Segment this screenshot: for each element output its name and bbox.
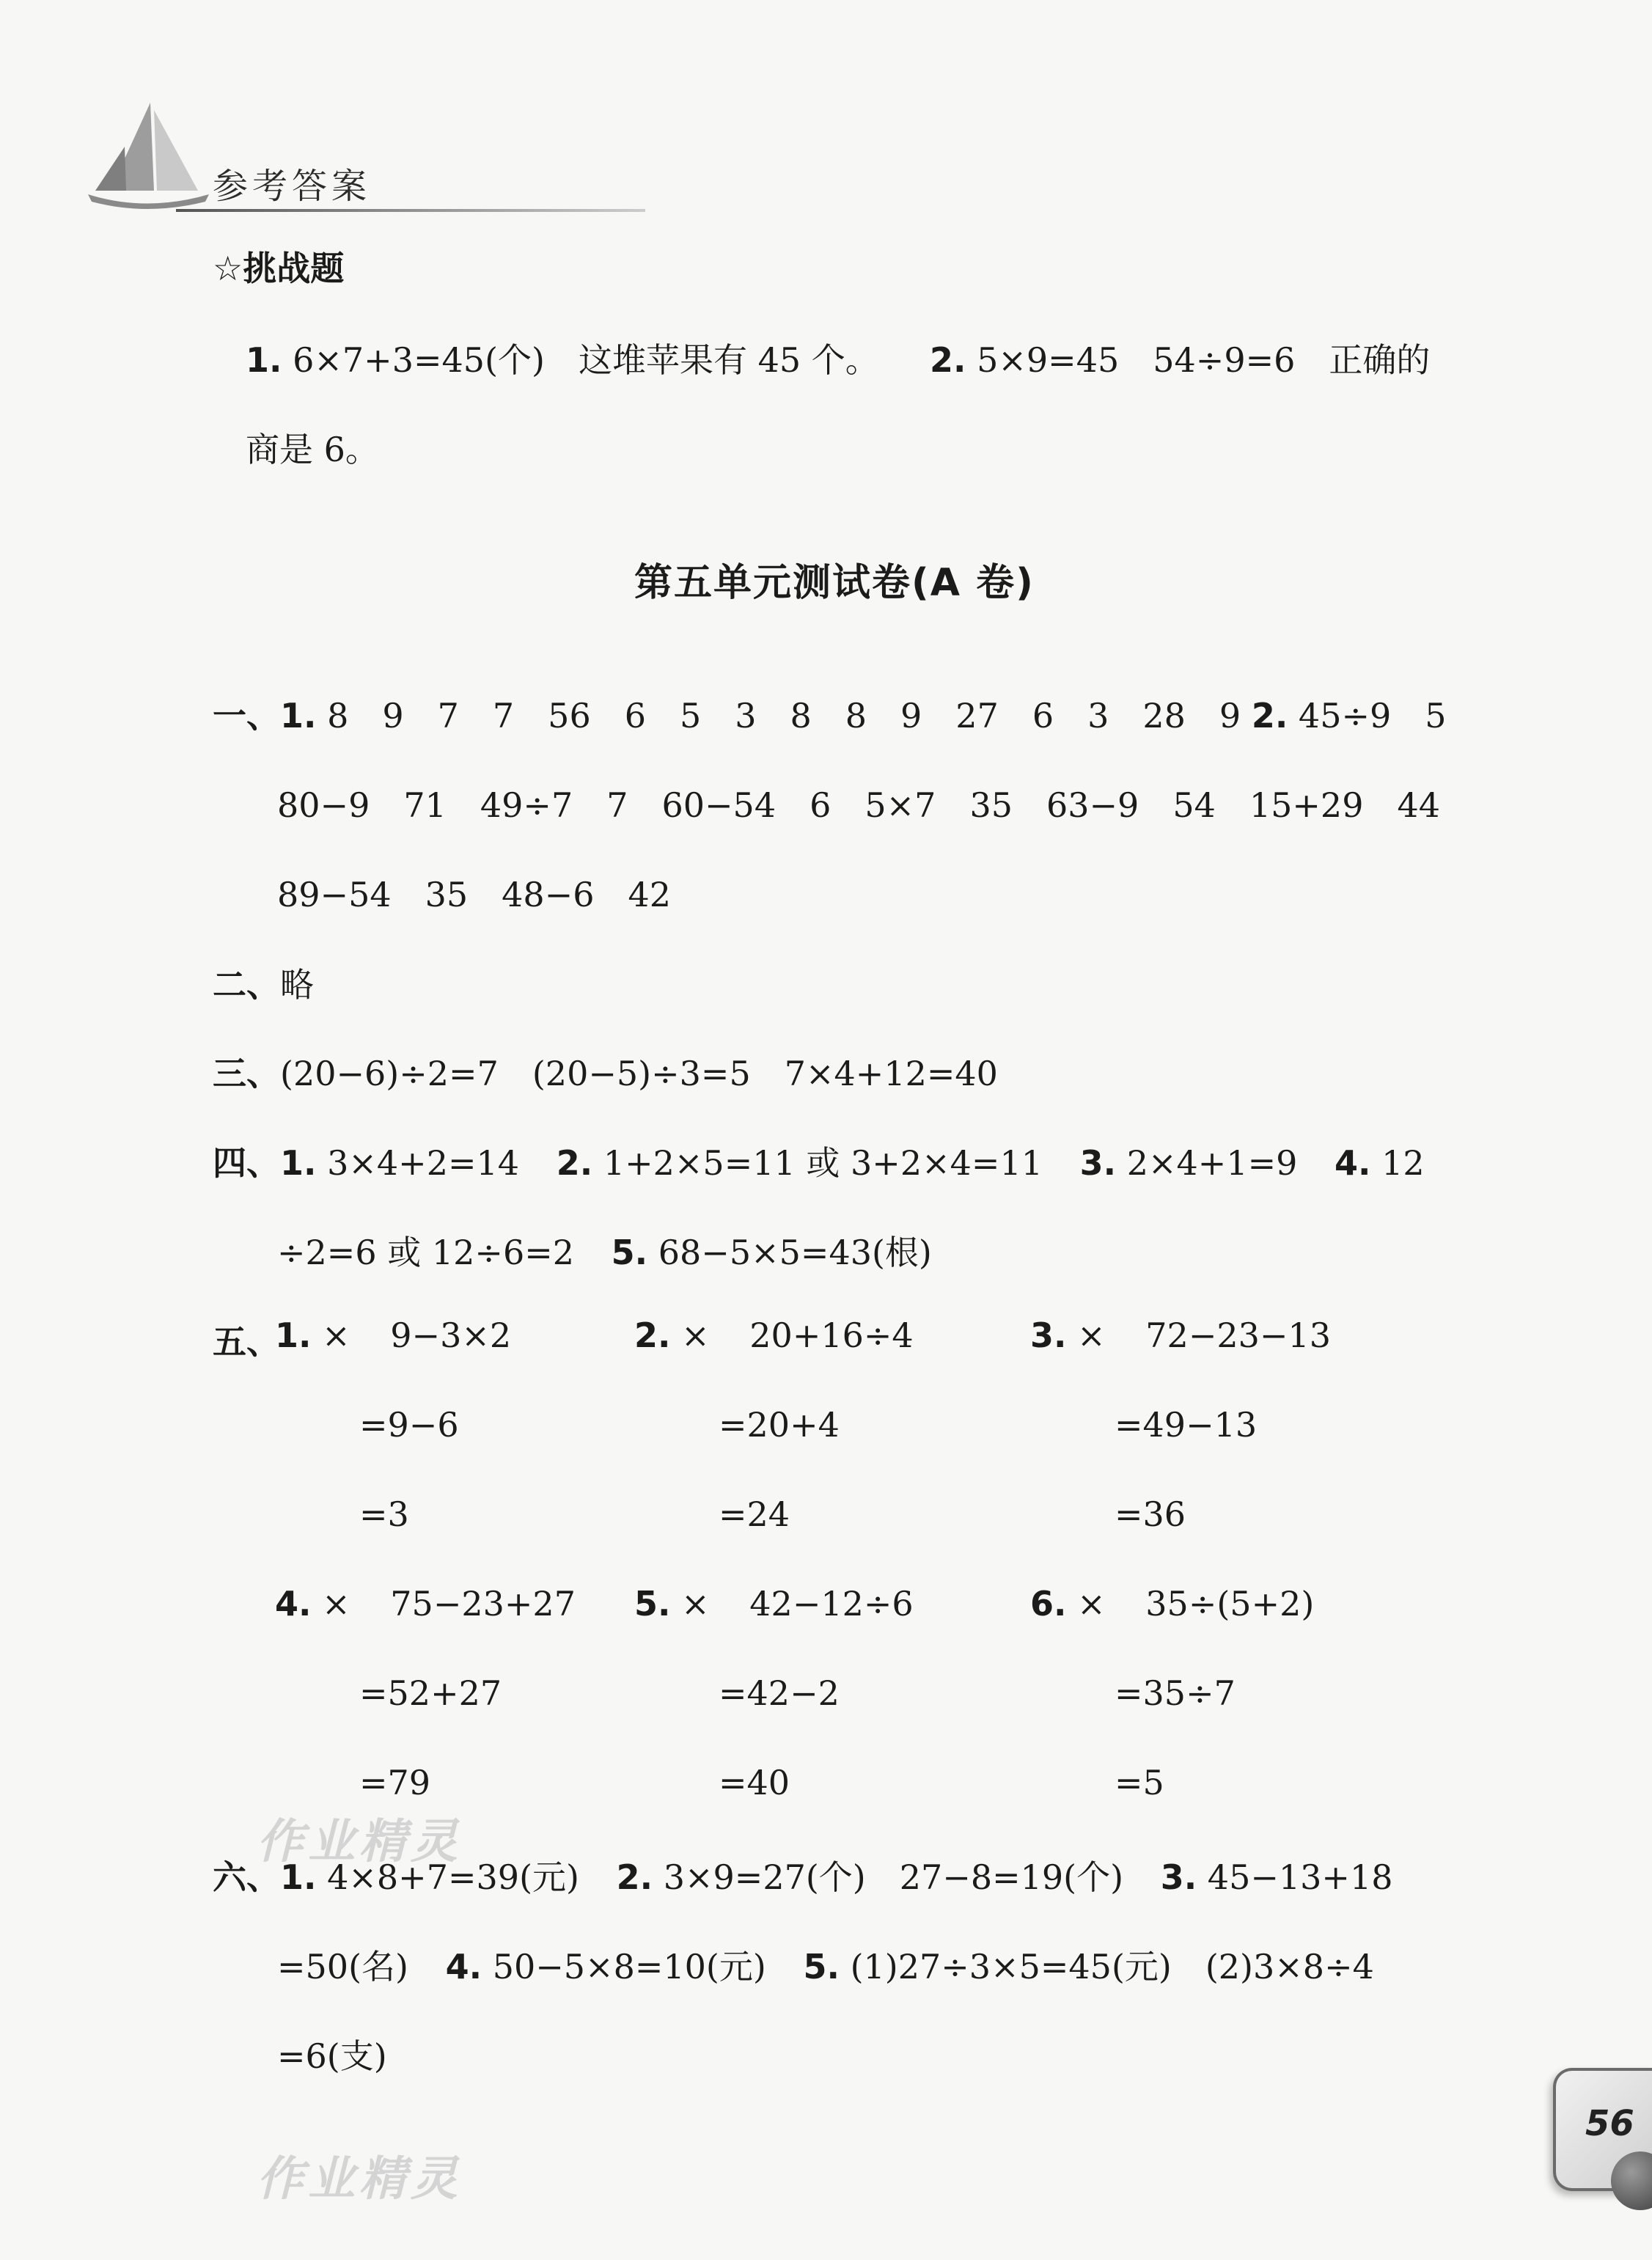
question-label: 一、 (213, 696, 280, 735)
challenge-line-2: 商是 6。 (246, 430, 379, 469)
q5-item-6-step-2: =5 (1115, 1763, 1164, 1802)
q4-line-1 (213, 1137, 1425, 1185)
challenge-heading: ☆挑战题 (213, 249, 345, 288)
item-number: 2. (930, 340, 966, 380)
q5-item-4-step-2: =79 (359, 1763, 431, 1802)
answer-text: =50(名) (277, 1947, 408, 1986)
item-number: 1. (280, 1857, 317, 1897)
wrong-mark: × (681, 1584, 710, 1624)
q5-item-1 (275, 1316, 511, 1355)
item-number: 3. (1030, 1316, 1067, 1355)
q5-item-2 (634, 1316, 914, 1355)
q2-line (213, 958, 314, 1007)
item-number: 2. (616, 1857, 653, 1897)
page-number: 56 (1585, 2103, 1634, 2144)
question-label: 六、 (213, 1857, 280, 1897)
q6-line-1 (213, 1851, 1392, 1899)
q5-item-3-step-2: =36 (1115, 1494, 1186, 1534)
q1-line-2: 80−9 71 49÷7 7 60−54 6 5×7 35 63−9 54 15+29 44 (277, 785, 1440, 825)
answer-text: 3×4+2=14 (327, 1143, 520, 1183)
answer-text: 2×4+1=9 (1126, 1143, 1298, 1183)
item-number: 3. (1160, 1857, 1197, 1897)
wrong-mark: × (322, 1584, 350, 1624)
expression: 42−12÷6 (749, 1584, 914, 1624)
wrong-mark: × (322, 1316, 350, 1355)
question-label: 四、 (213, 1143, 280, 1183)
item-number: 4. (1335, 1143, 1371, 1183)
q1-line-1 (213, 689, 1447, 738)
expression: 75−23+27 (390, 1584, 576, 1624)
q5-item-3-step-1: =49−13 (1115, 1405, 1258, 1445)
q6-line-2 (277, 1940, 1374, 1989)
q5-item-5-step-2: =40 (719, 1763, 790, 1802)
item-number: 1. (275, 1316, 312, 1355)
page-number-tab (1553, 2068, 1652, 2191)
item-number: 5. (803, 1947, 840, 1986)
answer-text: 45÷9 5 (1298, 696, 1447, 735)
expression: 35÷(5+2) (1145, 1584, 1315, 1624)
header-title: 参考答案 (213, 166, 372, 207)
item-number: 5. (634, 1584, 671, 1624)
item-number: 4. (275, 1584, 312, 1624)
item-number: 5. (611, 1233, 648, 1272)
q5-item-3 (1030, 1316, 1331, 1355)
item-number: 6. (1030, 1584, 1067, 1624)
item-number: 2. (634, 1316, 671, 1355)
question-label: 五、 (213, 1322, 280, 1362)
q5-item-5-step-1: =42−2 (719, 1673, 840, 1713)
expression: 9−3×2 (390, 1316, 512, 1355)
item-number: 1. (246, 340, 282, 380)
answer-text: (20−6)÷2=7 (20−5)÷3=5 7×4+12=40 (280, 1054, 998, 1093)
answer-text: 5×9=45 54÷9=6 正确的 (977, 340, 1431, 380)
q6-line-3: =6(支) (277, 2036, 387, 2076)
watermark: 作业精灵 (257, 1815, 462, 1869)
answer-text: 1+2×5=11 或 3+2×4=11 (603, 1143, 1043, 1183)
wrong-mark: × (1077, 1584, 1106, 1624)
answer-text: 45−13+18 (1207, 1857, 1393, 1897)
expression: 20+16÷4 (749, 1316, 914, 1355)
header-logo (81, 95, 213, 216)
watermark: 作业精灵 (257, 2152, 462, 2206)
decorative-ball-icon (1611, 2151, 1652, 2210)
q5-item-2-step-1: =20+4 (719, 1405, 840, 1445)
item-number: 4. (445, 1947, 482, 1986)
section-title: 第五单元测试卷(A 卷) (634, 561, 1035, 605)
q4-line-2 (277, 1226, 932, 1274)
q5-item-2-step-2: =24 (719, 1494, 790, 1534)
answer-text: 8 9 7 7 56 6 5 3 8 8 9 27 6 3 28 9 (327, 696, 1241, 735)
item-number: 2. (1251, 696, 1288, 735)
expression: 72−23−13 (1145, 1316, 1331, 1355)
q5-item-1-step-1: =9−6 (359, 1405, 459, 1445)
q5-item-5 (634, 1584, 914, 1624)
q5-item-1-step-2: =3 (359, 1494, 409, 1534)
answer-text: (1)27÷3×5=45(元) (2)3×8÷4 (850, 1947, 1374, 1986)
question-label: 二、 (213, 965, 280, 1005)
q5-item-4-step-1: =52+27 (359, 1673, 502, 1713)
item-number: 1. (280, 1143, 317, 1183)
q3-line (213, 1047, 998, 1096)
wrong-mark: × (681, 1316, 710, 1355)
answer-text: 68−5×5=43(根) (658, 1233, 932, 1272)
item-number: 2. (556, 1143, 593, 1183)
answer-text: 4×8+7=39(元) (327, 1857, 579, 1897)
q5-item-6-step-1: =35÷7 (1115, 1673, 1236, 1713)
q5-item-4 (275, 1584, 576, 1624)
answer-text: 6×7+3=45(个) 这堆苹果有 45 个。 (293, 340, 879, 380)
q5-item-6 (1030, 1584, 1314, 1624)
question-label: 三、 (213, 1054, 280, 1093)
item-number: 1. (280, 696, 317, 735)
answer-text: 50−5×8=10(元) (492, 1947, 766, 1986)
item-number: 3. (1079, 1143, 1117, 1183)
header-underline (176, 209, 645, 212)
answer-text: 3×9=27(个) 27−8=19(个) (663, 1857, 1124, 1897)
answer-text: 12 (1381, 1143, 1425, 1183)
answer-text: ÷2=6 或 12÷6=2 (277, 1233, 575, 1272)
challenge-line-1 (246, 334, 1430, 382)
wrong-mark: × (1077, 1316, 1106, 1355)
answer-text: 略 (280, 965, 314, 1005)
q1-line-3: 89−54 35 48−6 42 (277, 875, 672, 914)
